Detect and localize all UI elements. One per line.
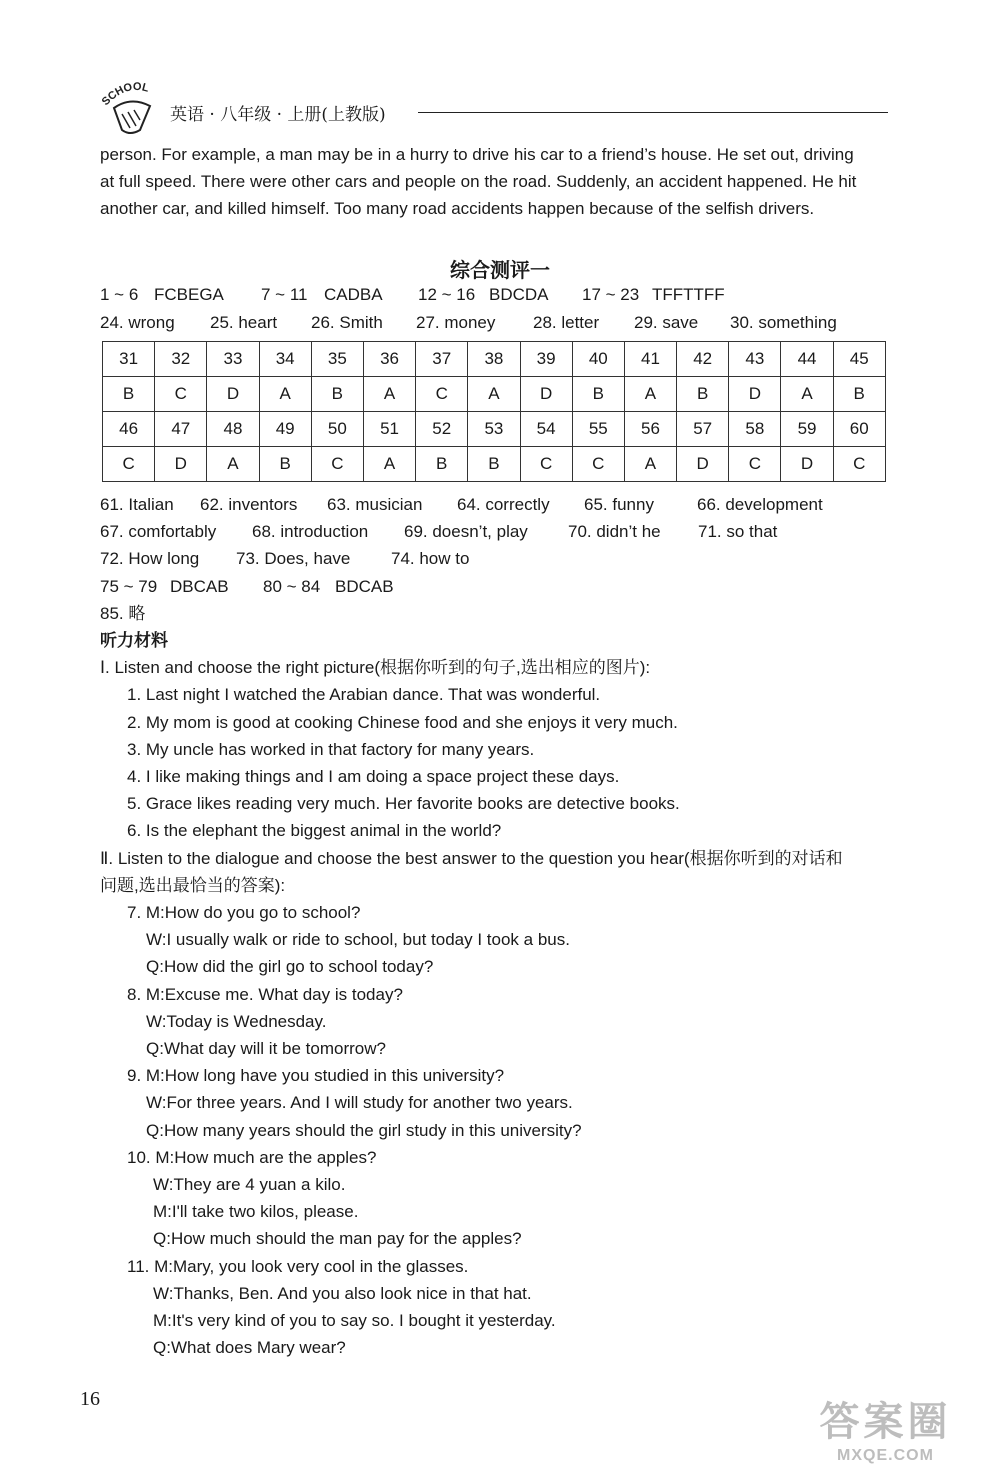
school-logo-icon: [100, 78, 162, 138]
table-cell: A: [259, 377, 311, 412]
dialogue-line: W:They are 4 yuan a kilo.: [153, 1175, 346, 1195]
table-cell: 31: [103, 342, 155, 377]
answer-range: 12 ~ 16: [418, 285, 476, 304]
dialogue-line: W:Thanks, Ben. And you also look nice in that hat.: [153, 1283, 532, 1303]
dialogue-line: Q:What day will it be tomorrow?: [146, 1039, 386, 1059]
table-cell: 59: [781, 412, 833, 447]
section-title: 综合测评一: [450, 258, 550, 282]
table-cell: D: [781, 447, 833, 482]
table-cell: 41: [624, 342, 676, 377]
answer-range: 7 ~ 11: [261, 285, 308, 304]
dialogue-line: 11. M:Mary, you look very cool in the glasses.: [127, 1256, 469, 1276]
dialogue-line: W:I usually walk or ride to school, but today I took a bus.: [146, 930, 570, 950]
table-cell: C: [572, 447, 624, 482]
table-cell: 32: [155, 342, 207, 377]
dialogue-line: 9. M:How long have you studied in this university?: [127, 1066, 505, 1086]
word-answer: 28. letter: [533, 313, 600, 332]
answer-letters: TFFTTFF: [652, 285, 725, 304]
table-cell: 43: [729, 342, 781, 377]
fill-answer: 64. correctly: [457, 495, 550, 514]
table-cell: C: [520, 447, 572, 482]
dialogue-line: Q:How much should the man pay for the apples?: [153, 1229, 522, 1249]
answer-letters: FCBEGA: [154, 285, 224, 304]
listening-item: 2. My mom is good at cooking Chinese food and she enjoys it very much.: [127, 712, 678, 732]
table-cell: 50: [311, 412, 363, 447]
table-row: [103, 342, 886, 377]
table-cell: C: [416, 377, 468, 412]
table-cell: 47: [155, 412, 207, 447]
paragraph-line: at full speed. There were other cars and people on the road. Suddenly, an accident happened. He hit: [100, 172, 857, 191]
listening-item: 3. My uncle has worked in that factory for many years.: [127, 739, 535, 759]
table-cell: 53: [468, 412, 520, 447]
table-cell: 39: [520, 342, 572, 377]
table-cell: D: [520, 377, 572, 412]
table-cell: D: [155, 447, 207, 482]
fill-answer: 65. funny: [584, 495, 654, 514]
table-row: [103, 447, 886, 482]
dialogue-line: W:Today is Wednesday.: [146, 1011, 327, 1031]
table-cell: D: [729, 377, 781, 412]
listening-item: 5. Grace likes reading very much. Her favorite books are detective books.: [127, 794, 680, 814]
listening-heading: 听力材料: [100, 631, 168, 651]
answer-range: 17 ~ 23: [582, 285, 640, 304]
table-cell: A: [363, 377, 415, 412]
listening-item: 4. I like making things and I am doing a space project these days.: [127, 767, 620, 787]
table-cell: 42: [677, 342, 729, 377]
table-cell: B: [572, 377, 624, 412]
table-cell: B: [259, 447, 311, 482]
part-title: Ⅰ. Listen and choose the right picture(根据你听到的句子,选出相应的图片):: [100, 658, 651, 678]
dialogue-line: Q:How did the girl go to school today?: [146, 957, 434, 977]
part-title: Ⅱ. Listen to the dialogue and choose the best answer to the question you hear(根据你听到的对话和: [100, 848, 843, 868]
table-cell: B: [677, 377, 729, 412]
table-cell: 37: [416, 342, 468, 377]
fill-answer: 67. comfortably: [100, 522, 217, 542]
answer-letters: DBCAB: [170, 576, 229, 596]
fill-answer: 61. Italian: [100, 495, 174, 514]
fill-answer: 74. how to: [391, 549, 470, 569]
table-cell: 49: [259, 412, 311, 447]
table-cell: 56: [624, 412, 676, 447]
table-cell: 58: [729, 412, 781, 447]
dialogue-line: M:It's very kind of you to say so. I bought it yesterday.: [153, 1311, 556, 1331]
table-cell: 46: [103, 412, 155, 447]
table-cell: B: [468, 447, 520, 482]
dialogue-line: 8. M:Excuse me. What day is today?: [127, 984, 403, 1004]
fill-answers-line: [100, 573, 910, 600]
table-cell: A: [624, 447, 676, 482]
table-cell: B: [311, 377, 363, 412]
answer-letters: BDCAB: [335, 576, 394, 596]
listening-item: 6. Is the elephant the biggest animal in the world?: [127, 821, 502, 841]
fill-answer: 85. 略: [100, 603, 146, 623]
answer-letters: CADBA: [324, 285, 383, 304]
fill-answers-line: [100, 491, 910, 518]
table-cell: 55: [572, 412, 624, 447]
table-cell: D: [677, 447, 729, 482]
fill-answer: 68. introduction: [252, 522, 369, 542]
answer-range: 80 ~ 84: [263, 576, 321, 596]
word-answer: 26. Smith: [311, 313, 383, 332]
paragraph-line: another car, and killed himself. Too many road accidents happen because of the selfish drivers.: [100, 199, 815, 218]
table-cell: A: [363, 447, 415, 482]
table-cell: B: [103, 377, 155, 412]
table-cell: 36: [363, 342, 415, 377]
fill-answer: 73. Does, have: [236, 549, 351, 569]
table-cell: C: [155, 377, 207, 412]
dialogue-line: 7. M:How do you go to school?: [127, 903, 361, 923]
table-cell: 48: [207, 412, 259, 447]
table-row: [103, 377, 886, 412]
table-cell: B: [416, 447, 468, 482]
dialogue-line: M:I'll take two kilos, please.: [153, 1202, 359, 1222]
table-cell: A: [624, 377, 676, 412]
table-cell: B: [833, 377, 885, 412]
table-cell: 51: [363, 412, 415, 447]
dialogue-line: Q:How many years should the girl study in this university?: [146, 1120, 582, 1140]
watermark-logo-text: 答案圈: [819, 1400, 952, 1444]
table-cell: 35: [311, 342, 363, 377]
table-cell: 33: [207, 342, 259, 377]
word-answer: 24. wrong: [100, 313, 175, 332]
table-cell: 54: [520, 412, 572, 447]
listening-item: 1. Last night I watched the Arabian dance. That was wonderful.: [127, 685, 601, 705]
fill-answer: 62. inventors: [200, 495, 298, 514]
header-rule: [418, 112, 888, 113]
table-cell: C: [729, 447, 781, 482]
fill-answer: 69. doesn’t, play: [404, 522, 528, 542]
table-cell: A: [781, 377, 833, 412]
fill-answers-line: [100, 545, 910, 572]
fill-answer: 72. How long: [100, 549, 200, 569]
table-cell: A: [207, 447, 259, 482]
word-answers-row: [100, 313, 837, 333]
fill-answer: 63. musician: [327, 495, 423, 514]
answer-range: 1 ~ 6: [100, 285, 139, 304]
table-cell: 57: [677, 412, 729, 447]
table-cell: C: [103, 447, 155, 482]
table-cell: 45: [833, 342, 885, 377]
word-answer: 25. heart: [210, 313, 278, 332]
answers-and-listening: [100, 491, 910, 1362]
answer-letters: BDCDA: [489, 285, 549, 304]
table-cell: 52: [416, 412, 468, 447]
word-answer: 30. something: [730, 313, 837, 332]
table-cell: C: [311, 447, 363, 482]
site-watermark: [793, 1390, 978, 1465]
watermark-url: MXQE.COM: [837, 1447, 934, 1464]
table-cell: 60: [833, 412, 885, 447]
intro-paragraph: [100, 141, 910, 222]
table-cell: 40: [572, 342, 624, 377]
dialogue-line: W:For three years. And I will study for another two years.: [146, 1093, 573, 1113]
table-cell: 34: [259, 342, 311, 377]
word-answer: 29. save: [634, 313, 699, 332]
table-cell: D: [207, 377, 259, 412]
dialogue-line: 10. M:How much are the apples?: [127, 1147, 377, 1167]
dialogue-line: Q:What does Mary wear?: [153, 1338, 346, 1358]
word-answer: 27. money: [416, 313, 496, 332]
choice-answers-row: [100, 285, 725, 305]
book-title: 英语 · 八年级 · 上册(上教版): [170, 105, 386, 125]
page-header: [100, 78, 890, 138]
fill-answer: 66. development: [697, 495, 823, 514]
paragraph-line: person. For example, a man may be in a hurry to drive his car to a friend’s house. He set out, driving: [100, 145, 854, 164]
fill-answer: 70. didn’t he: [568, 522, 661, 542]
page-number: 16: [80, 1388, 100, 1410]
svg-text:SCHOOL: SCHOOL: [100, 80, 151, 108]
fill-answer: 71. so that: [698, 522, 778, 542]
fill-answers-line: [100, 518, 910, 545]
answer-table: [102, 341, 886, 482]
table-cell: 38: [468, 342, 520, 377]
table-cell: C: [833, 447, 885, 482]
part-title: 问题,选出最恰当的答案):: [100, 875, 286, 895]
answer-range: 75 ~ 79: [100, 576, 158, 596]
table-row: [103, 412, 886, 447]
table-cell: A: [468, 377, 520, 412]
table-cell: 44: [781, 342, 833, 377]
